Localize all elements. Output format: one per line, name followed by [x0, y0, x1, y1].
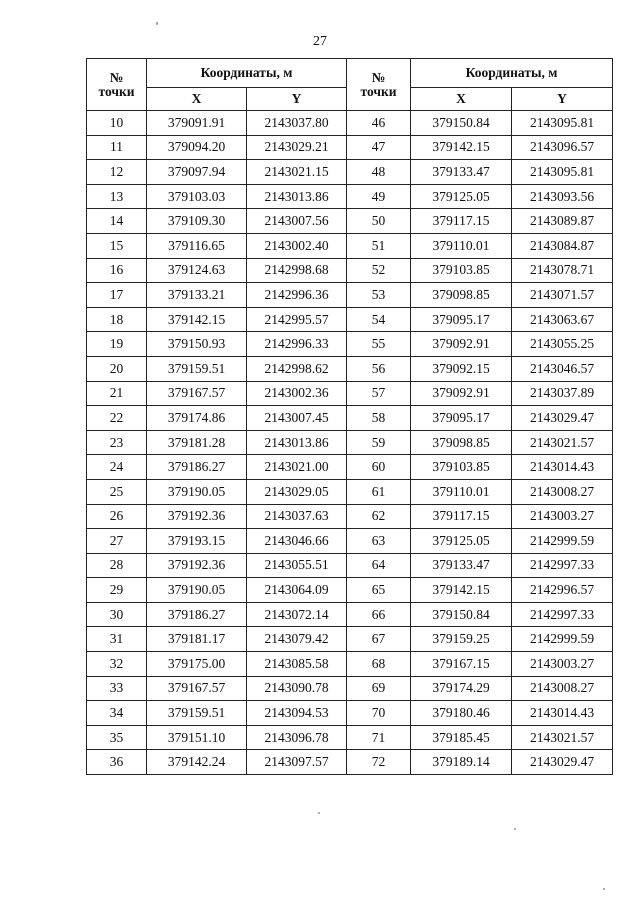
scan-speck	[603, 888, 605, 890]
point-number-right: 59	[347, 430, 411, 455]
point-number-right: 69	[347, 676, 411, 701]
table-row	[87, 504, 613, 529]
point-number-left: 13	[87, 184, 147, 209]
x-coordinate-left: 379124.63	[147, 258, 247, 283]
y-coordinate-right: 2143029.47	[512, 406, 613, 431]
point-number-right: 49	[347, 184, 411, 209]
x-coordinate-right: 379103.85	[411, 455, 512, 480]
point-number-header-left: № точки	[87, 59, 147, 111]
y-coordinate-right: 2143037.89	[512, 381, 613, 406]
x-coordinate-right: 379174.29	[411, 676, 512, 701]
point-number-right: 48	[347, 160, 411, 185]
point-number-right: 56	[347, 356, 411, 381]
table-row	[87, 750, 613, 775]
y-coordinate-left: 2143037.63	[247, 504, 347, 529]
x-coordinate-left: 379190.05	[147, 479, 247, 504]
point-number-right: 64	[347, 553, 411, 578]
y-coordinate-right: 2143071.57	[512, 283, 613, 308]
x-coordinate-right: 379189.14	[411, 750, 512, 775]
point-number-left: 19	[87, 332, 147, 357]
y-coordinate-left: 2143007.56	[247, 209, 347, 234]
y-coordinate-left: 2143021.00	[247, 455, 347, 480]
x-coordinate-right: 379125.05	[411, 184, 512, 209]
table-row	[87, 430, 613, 455]
point-number-right: 55	[347, 332, 411, 357]
x-coordinate-left: 379186.27	[147, 455, 247, 480]
y-coordinate-left: 2143055.51	[247, 553, 347, 578]
x-coordinate-left: 379181.17	[147, 627, 247, 652]
point-number-left: 17	[87, 283, 147, 308]
x-coordinate-left: 379192.36	[147, 553, 247, 578]
coordinates-table	[86, 58, 613, 775]
x-coordinate-right: 379110.01	[411, 233, 512, 258]
x-coordinate-right: 379180.46	[411, 701, 512, 726]
point-number-right: 62	[347, 504, 411, 529]
y-coordinate-left: 2143046.66	[247, 529, 347, 554]
y-coordinate-right: 2143095.81	[512, 160, 613, 185]
y-coordinate-left: 2143013.86	[247, 184, 347, 209]
point-number-right: 67	[347, 627, 411, 652]
x-coordinate-left: 379167.57	[147, 381, 247, 406]
point-number-left: 18	[87, 307, 147, 332]
y-coordinate-left: 2143097.57	[247, 750, 347, 775]
table-row	[87, 135, 613, 160]
table-row	[87, 356, 613, 381]
y-coordinate-right: 2143055.25	[512, 332, 613, 357]
coordinates-header-right: Координаты, м	[411, 59, 613, 88]
table-row	[87, 701, 613, 726]
y-coordinate-right: 2142999.59	[512, 627, 613, 652]
point-number-left: 15	[87, 233, 147, 258]
table-row	[87, 455, 613, 480]
x-coordinate-left: 379181.28	[147, 430, 247, 455]
point-number-left: 26	[87, 504, 147, 529]
point-number-left: 36	[87, 750, 147, 775]
scan-speck	[514, 828, 516, 830]
x-coordinate-left: 379150.93	[147, 332, 247, 357]
table-row	[87, 332, 613, 357]
y-coordinate-left: 2142998.62	[247, 356, 347, 381]
x-coordinate-left: 379186.27	[147, 602, 247, 627]
y-coordinate-left: 2143094.53	[247, 701, 347, 726]
x-coordinate-left: 379094.20	[147, 135, 247, 160]
x-coordinate-right: 379110.01	[411, 479, 512, 504]
x-coordinate-left: 379151.10	[147, 725, 247, 750]
point-number-right: 60	[347, 455, 411, 480]
table-row	[87, 160, 613, 185]
y-coordinate-right: 2142996.57	[512, 578, 613, 603]
x-coordinate-left: 379159.51	[147, 701, 247, 726]
page-number: 27	[313, 34, 327, 49]
y-coordinate-left: 2143037.80	[247, 111, 347, 136]
table-row	[87, 652, 613, 677]
x-coordinate-left: 379159.51	[147, 356, 247, 381]
y-coordinate-left: 2143064.09	[247, 578, 347, 603]
table-row	[87, 676, 613, 701]
y-coordinate-right: 2143021.57	[512, 430, 613, 455]
y-coordinate-left: 2142996.36	[247, 283, 347, 308]
table-row	[87, 602, 613, 627]
x-coordinate-left: 379142.24	[147, 750, 247, 775]
y-header-right: Y	[512, 88, 613, 111]
y-coordinate-right: 2143084.87	[512, 233, 613, 258]
x-coordinate-left: 379116.65	[147, 233, 247, 258]
x-coordinate-right: 379125.05	[411, 529, 512, 554]
x-coordinate-right: 379150.84	[411, 111, 512, 136]
scan-speck	[318, 812, 320, 814]
y-coordinate-right: 2143089.87	[512, 209, 613, 234]
point-number-left: 34	[87, 701, 147, 726]
table-row	[87, 283, 613, 308]
table-row	[87, 111, 613, 136]
y-coordinate-left: 2143007.45	[247, 406, 347, 431]
y-coordinate-left: 2143079.42	[247, 627, 347, 652]
point-number-left: 28	[87, 553, 147, 578]
point-number-right: 68	[347, 652, 411, 677]
point-number-right: 65	[347, 578, 411, 603]
x-coordinate-left: 379193.15	[147, 529, 247, 554]
x-coordinate-right: 379098.85	[411, 283, 512, 308]
y-coordinate-right: 2143063.67	[512, 307, 613, 332]
point-number-right: 46	[347, 111, 411, 136]
point-number-right: 47	[347, 135, 411, 160]
y-coordinate-right: 2143003.27	[512, 652, 613, 677]
y-coordinate-left: 2143002.40	[247, 233, 347, 258]
point-number-right: 57	[347, 381, 411, 406]
x-coordinate-left: 379192.36	[147, 504, 247, 529]
point-number-left: 24	[87, 455, 147, 480]
x-coordinate-right: 379095.17	[411, 307, 512, 332]
x-coordinate-left: 379109.30	[147, 209, 247, 234]
y-coordinate-left: 2143072.14	[247, 602, 347, 627]
point-number-right: 54	[347, 307, 411, 332]
x-coordinate-right: 379167.15	[411, 652, 512, 677]
y-coordinate-right: 2143046.57	[512, 356, 613, 381]
x-coordinate-left: 379133.21	[147, 283, 247, 308]
x-coordinate-right: 379142.15	[411, 135, 512, 160]
y-coordinate-right: 2143014.43	[512, 455, 613, 480]
point-number-left: 25	[87, 479, 147, 504]
y-coordinate-left: 2142998.68	[247, 258, 347, 283]
point-number-right: 63	[347, 529, 411, 554]
point-number-left: 14	[87, 209, 147, 234]
point-number-left: 35	[87, 725, 147, 750]
point-number-left: 22	[87, 406, 147, 431]
point-number-left: 12	[87, 160, 147, 185]
x-coordinate-left: 379175.00	[147, 652, 247, 677]
x-header-left: X	[147, 88, 247, 111]
point-number-left: 23	[87, 430, 147, 455]
y-coordinate-left: 2143096.78	[247, 725, 347, 750]
table-row	[87, 233, 613, 258]
y-coordinate-right: 2143078.71	[512, 258, 613, 283]
x-coordinate-left: 379097.94	[147, 160, 247, 185]
x-coordinate-right: 379098.85	[411, 430, 512, 455]
y-coordinate-right: 2143008.27	[512, 479, 613, 504]
x-coordinate-right: 379159.25	[411, 627, 512, 652]
point-number-left: 10	[87, 111, 147, 136]
x-coordinate-right: 379117.15	[411, 209, 512, 234]
x-coordinate-left: 379142.15	[147, 307, 247, 332]
x-coordinate-right: 379092.91	[411, 381, 512, 406]
x-coordinate-left: 379091.91	[147, 111, 247, 136]
x-coordinate-left: 379190.05	[147, 578, 247, 603]
point-number-right: 52	[347, 258, 411, 283]
y-coordinate-left: 2143002.36	[247, 381, 347, 406]
point-number-right: 72	[347, 750, 411, 775]
y-coordinate-right: 2143096.57	[512, 135, 613, 160]
x-coordinate-right: 379103.85	[411, 258, 512, 283]
y-coordinate-right: 2143003.27	[512, 504, 613, 529]
table-row	[87, 725, 613, 750]
y-coordinate-right: 2142999.59	[512, 529, 613, 554]
x-coordinate-right: 379095.17	[411, 406, 512, 431]
table-row	[87, 578, 613, 603]
point-number-left: 16	[87, 258, 147, 283]
table-row	[87, 553, 613, 578]
point-number-right: 66	[347, 602, 411, 627]
point-number-header-right: № точки	[347, 59, 411, 111]
table-row	[87, 307, 613, 332]
point-number-left: 30	[87, 602, 147, 627]
x-coordinate-right: 379092.91	[411, 332, 512, 357]
point-number-right: 71	[347, 725, 411, 750]
y-header-left: Y	[247, 88, 347, 111]
point-number-right: 61	[347, 479, 411, 504]
y-coordinate-left: 2143029.05	[247, 479, 347, 504]
table-body	[87, 111, 613, 775]
y-coordinate-left: 2143085.58	[247, 652, 347, 677]
point-number-left: 21	[87, 381, 147, 406]
table-row	[87, 406, 613, 431]
table-header-row	[87, 59, 613, 88]
point-number-left: 27	[87, 529, 147, 554]
y-coordinate-left: 2143090.78	[247, 676, 347, 701]
point-number-left: 20	[87, 356, 147, 381]
y-coordinate-left: 2142996.33	[247, 332, 347, 357]
point-number-left: 29	[87, 578, 147, 603]
table-row	[87, 209, 613, 234]
x-header-right: X	[411, 88, 512, 111]
y-coordinate-right: 2143014.43	[512, 701, 613, 726]
table-row	[87, 381, 613, 406]
table-row	[87, 184, 613, 209]
point-number-right: 51	[347, 233, 411, 258]
x-coordinate-right: 379142.15	[411, 578, 512, 603]
point-number-left: 11	[87, 135, 147, 160]
point-number-left: 32	[87, 652, 147, 677]
y-coordinate-left: 2143021.15	[247, 160, 347, 185]
y-coordinate-right: 2142997.33	[512, 602, 613, 627]
y-coordinate-left: 2142995.57	[247, 307, 347, 332]
x-coordinate-right: 379150.84	[411, 602, 512, 627]
table-row	[87, 479, 613, 504]
y-coordinate-left: 2143013.86	[247, 430, 347, 455]
point-number-left: 33	[87, 676, 147, 701]
point-number-right: 50	[347, 209, 411, 234]
table-row	[87, 529, 613, 554]
x-coordinate-right: 379092.15	[411, 356, 512, 381]
x-coordinate-left: 379103.03	[147, 184, 247, 209]
point-number-right: 70	[347, 701, 411, 726]
point-number-right: 53	[347, 283, 411, 308]
y-coordinate-left: 2143029.21	[247, 135, 347, 160]
y-coordinate-right: 2142997.33	[512, 553, 613, 578]
y-coordinate-right: 2143029.47	[512, 750, 613, 775]
point-number-left: 31	[87, 627, 147, 652]
y-coordinate-right: 2143093.56	[512, 184, 613, 209]
scan-speck	[156, 22, 158, 25]
x-coordinate-right: 379117.15	[411, 504, 512, 529]
x-coordinate-left: 379167.57	[147, 676, 247, 701]
table-row	[87, 627, 613, 652]
x-coordinate-right: 379133.47	[411, 160, 512, 185]
point-number-right: 58	[347, 406, 411, 431]
x-coordinate-right: 379185.45	[411, 725, 512, 750]
x-coordinate-left: 379174.86	[147, 406, 247, 431]
y-coordinate-right: 2143021.57	[512, 725, 613, 750]
y-coordinate-right: 2143008.27	[512, 676, 613, 701]
table-row	[87, 258, 613, 283]
coordinates-header-left: Координаты, м	[147, 59, 347, 88]
x-coordinate-right: 379133.47	[411, 553, 512, 578]
y-coordinate-right: 2143095.81	[512, 111, 613, 136]
